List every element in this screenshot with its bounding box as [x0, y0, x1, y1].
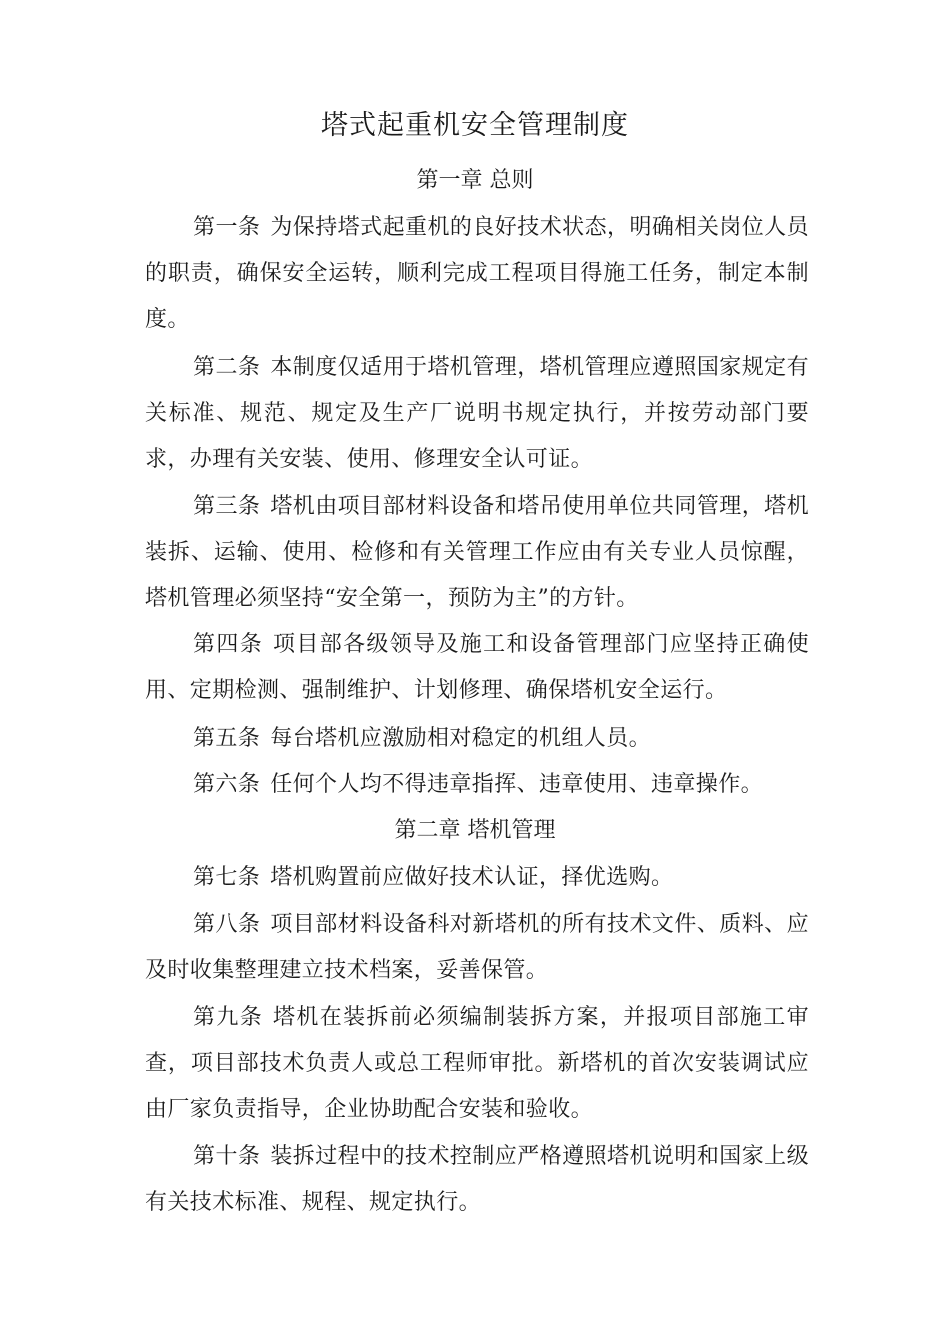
article-text: 任何个人均不得违章指挥、违章使用、违章操作。	[270, 772, 764, 797]
article-paragraph	[145, 205, 809, 343]
article-number: 第三条	[193, 494, 261, 519]
article-paragraph	[145, 762, 809, 808]
article-text: 本制度仅适用于塔机管理，塔机管理应遵照国家规定有关标准、规范、规定及生产厂说明书规定执行，并按劳动部门要求，办理有关安装、使用、修理安全认可证。	[145, 355, 809, 472]
article-paragraph	[145, 902, 809, 994]
article-paragraph	[145, 622, 809, 714]
article-paragraph	[145, 484, 809, 622]
document-title: 塔式起重机安全管理制度	[321, 110, 629, 141]
article-text: 塔机购置前应做好技术认证，择优选购。	[270, 865, 674, 890]
article-paragraph	[145, 345, 809, 483]
article-text: 装拆过程中的技术控制应严格遵照塔机说明和国家上级有关技术标准、规程、规定执行。	[145, 1144, 809, 1215]
article-text: 项目部材料设备科对新塔机的所有技术文件、质料、应及时收集整理建立技术档案，妥善保管。	[145, 912, 809, 983]
chapter-heading: 第一章 总则	[416, 168, 534, 193]
article-text: 塔机在装拆前必须编制装拆方案，并报项目部施工审查，项目部技术负责人或总工程师审批。新塔机的首次安装调试应由厂家负责指导，企业协助配合安装和验收。	[145, 1005, 810, 1122]
article-paragraph	[145, 855, 809, 901]
article-number: 第九条	[193, 1005, 264, 1030]
article-number: 第十条	[193, 1144, 261, 1169]
article-text: 项目部各级领导及施工和设备管理部门应坚持正确使用、定期检测、强制维护、计划修理、确保塔机安全运行。	[145, 632, 810, 703]
article-paragraph	[145, 716, 809, 762]
article-number: 第二条	[193, 355, 261, 380]
article-number: 第五条	[193, 726, 261, 751]
article-number: 第七条	[193, 865, 261, 890]
article-paragraph	[145, 1134, 809, 1226]
article-number: 第四条	[193, 632, 264, 657]
chapter-heading: 第二章 塔机管理	[394, 818, 556, 843]
article-text: 塔机由项目部材料设备和塔吊使用单位共同管理，塔机装拆、运输、使用、检修和有关管理工作应由有关专业人员惊醒，塔机管理必须坚持“安全第一，预防为主”的方针。	[145, 494, 809, 611]
article-paragraph	[145, 995, 809, 1133]
article-text: 为保持塔式起重机的良好技术状态，明确相关岗位人员的职责，确保安全运转，顺利完成工程项目得施工任务，制定本制度。	[145, 215, 809, 332]
article-number: 第一条	[193, 215, 261, 240]
article-text: 每台塔机应激励相对稳定的机组人员。	[270, 726, 652, 751]
article-number: 第六条	[193, 772, 261, 797]
article-number: 第八条	[193, 912, 261, 937]
